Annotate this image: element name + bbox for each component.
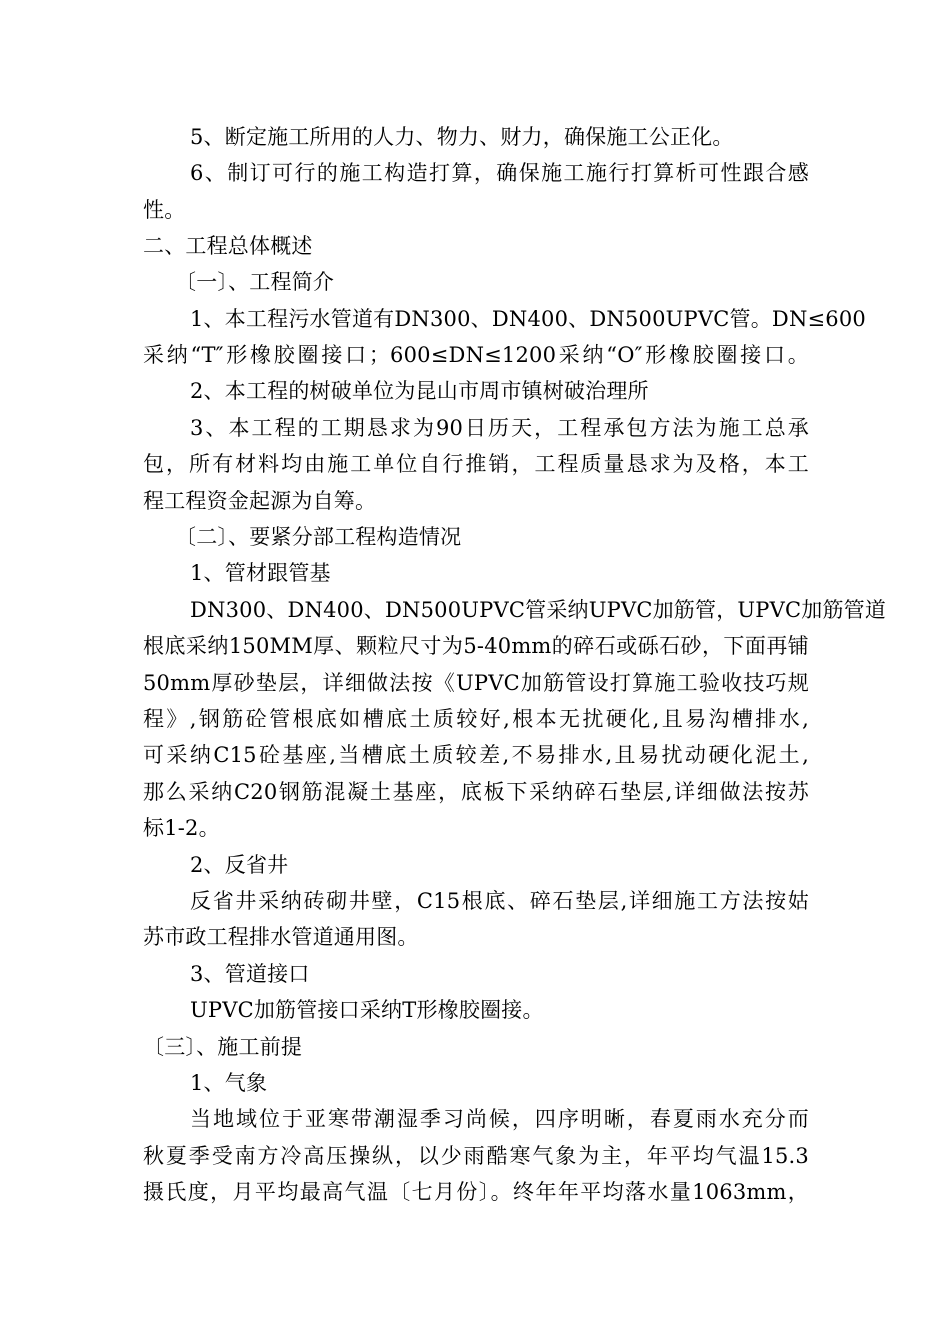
text-line: 标1-2。	[143, 816, 220, 840]
text-line: 3、管道接口	[190, 962, 310, 986]
section-heading: 二、工程总体概述	[143, 234, 313, 258]
text-line: 50mm厚砂垫层，详细做法按《UPVC加筋管设打算施工验收技巧规	[143, 671, 809, 695]
text-line: UPVC加筋管接口采纳T形橡胶圈接。	[190, 998, 544, 1022]
text-line: 包，所有材料均由施工单位自行推销，工程质量恳求为及格，本工	[143, 452, 809, 476]
subsection-heading: 〔二〕、要紧分部工程构造情况	[175, 525, 462, 549]
text-line: 性。	[143, 198, 186, 222]
text-line: 反省井采纳砖砌井壁，C15根底、碎石垫层,详细施工方法按姑	[190, 889, 809, 913]
text-line: 那么采纳C20钢筋混凝土基座，底板下采纳碎石垫层,详细做法按苏	[143, 780, 809, 804]
subsection-heading: 〔一〕、工程简介	[175, 270, 335, 294]
text-line: 根底采纳150MM厚、颗粒尺寸为5-40mm的碎石或砾石砂，下面再铺	[143, 634, 809, 658]
text-line: 程》,钢筋砼管根底如槽底土质较好,根本无扰硬化,且易沟槽排水,	[143, 707, 809, 731]
text-line: 程工程资金起源为自筹。	[143, 489, 377, 513]
text-line: 2、反省井	[190, 853, 289, 877]
text-line: 2、本工程的树破单位为昆山市周市镇树破治理所	[190, 379, 649, 403]
text-line: 采纳“T″形橡胶圈接口；600≤DN≤1200采纳“O″形橡胶圈接口。	[143, 343, 809, 367]
text-line: 苏市政工程排水管道通用图。	[143, 925, 419, 949]
text-line: 摄氏度，月平均最高气温〔七月份〕。终年年平均落水量1063mm，	[143, 1180, 809, 1204]
text-line: DN300、DN400、DN500UPVC管采纳UPVC加筋管，UPVC加筋管道	[190, 598, 887, 622]
text-line: 秋夏季受南方冷高压操纵，以少雨酷寒气象为主，年平均气温15.3	[143, 1144, 809, 1168]
text-line: 3、本工程的工期恳求为90日历天，工程承包方法为施工总承	[190, 416, 809, 440]
text-line: 1、气象	[190, 1071, 268, 1095]
subsection-heading: 〔三〕、施工前提	[143, 1035, 303, 1059]
text-line: 5、断定施工所用的人力、物力、财力，确保施工公正化。	[190, 125, 734, 149]
text-line: 1、本工程污水管道有DN300、DN400、DN500UPVC管。DN≤600	[190, 307, 866, 331]
text-line: 可采纳C15砼基座,当槽底土质较差,不易排水,且易扰动硬化泥土,	[143, 743, 809, 767]
text-line: 1、管材跟管基	[190, 561, 331, 585]
text-line: 当地域位于亚寒带潮湿季习尚候，四序明晰，春夏雨水充分而	[190, 1107, 809, 1131]
text-line: 6、制订可行的施工构造打算，确保施工施行打算析可性跟合感	[190, 161, 809, 185]
